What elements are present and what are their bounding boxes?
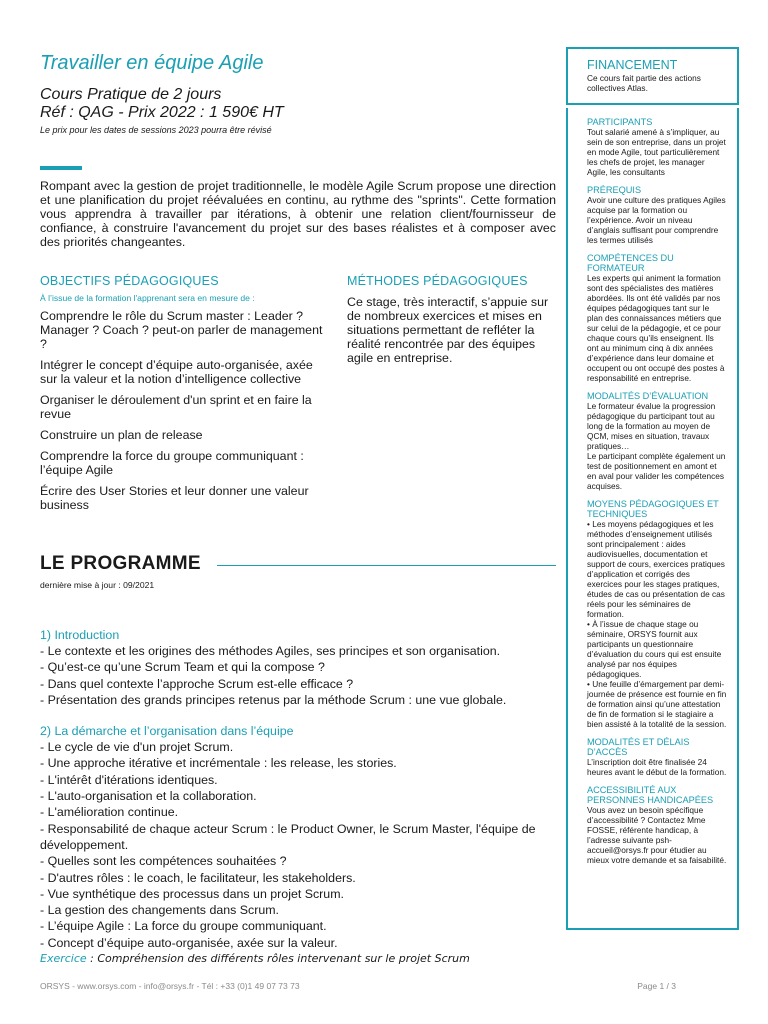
objectives-block xyxy=(40,274,330,519)
info-box xyxy=(566,108,739,930)
programme-part xyxy=(40,627,560,708)
objective-item: Construire un plan de release xyxy=(40,428,203,442)
info-body: Avoir une culture des pratiques Agiles acquise par la formation ou l’expérience. Avoir un niveau d’anglais suffisant pour comprendre les termes utilisés xyxy=(587,195,726,245)
info-heading: ACCESSIBILITÉ AUX PERSONNES HANDICAPÉES xyxy=(587,785,714,805)
info-heading: MODALITÉS ET DÉLAIS D’ACCÈS xyxy=(587,737,690,757)
objective-item: Comprendre la force du groupe communiquant : l’équipe Agile xyxy=(40,449,304,477)
list-item: - D'autres rôles : le coach, le facilitateur, les stakeholders. xyxy=(40,870,356,885)
list-item: - L'intérêt d'itérations identiques. xyxy=(40,772,218,787)
list-item: - L'auto-organisation et la collaboration. xyxy=(40,789,257,804)
page-number: Page 1 / 3 xyxy=(637,981,676,991)
accent-divider xyxy=(40,166,82,170)
list-item: - Vue synthétique des processus dans un projet Scrum. xyxy=(40,886,344,901)
list-item: - Qu’est-ce qu’une Scrum Team et qui la compose ? xyxy=(40,660,325,675)
exercise-label: Exercice xyxy=(40,952,87,966)
objectives-subheading: À l’issue de la formation l'apprenant sera en mesure de : xyxy=(40,293,255,303)
objectives-list xyxy=(40,309,330,512)
info-heading: PRÉREQUIS xyxy=(587,185,642,195)
objective-item: Écrire des User Stories et leur donner une valeur business xyxy=(40,484,309,512)
course-duration: Cours Pratique de 2 jours xyxy=(40,86,222,103)
financing-heading: FINANCEMENT xyxy=(587,58,678,72)
list-item: - Concept d’équipe auto-organisée, axée sur la valeur. xyxy=(40,935,338,950)
info-section-participants xyxy=(587,117,727,177)
info-body: Les experts qui animent la formation sont des spécialistes des matières abordées. Ils ont été validés par nos équipes pédagogiques tant sur le plan des connaissances métiers que sur celui de la pédagogie, et ce pour chaque cours qu’ils enseignent. Ils ont au minimum cinq à dix années d’expérience dans leur domaine et occupent ou ont occupé des postes à responsabilité en entreprise. xyxy=(587,273,725,383)
main-content xyxy=(40,50,560,514)
list-item: - Responsabilité de chaque acteur Scrum : le Product Owner, le Scrum Master, l'équipe de développement. xyxy=(40,821,536,852)
info-section-trainer-skills xyxy=(587,253,727,383)
list-item: - La gestion des changements dans Scrum. xyxy=(40,903,279,918)
info-section-means xyxy=(587,499,727,729)
info-body: L’inscription doit être finalisée 24 heures avant le début de la formation. xyxy=(587,757,727,777)
info-body: Vous avez un besoin spécifique d’accessibilité ? Contactez Mme FOSSE, référente handicap, à l’adresse suivante psh-accueil@orsys.fr pour étudier au mieux votre demande et sa faisabilité. xyxy=(587,805,727,865)
programme-rule xyxy=(217,565,556,566)
info-section-prerequisites xyxy=(587,185,727,245)
footer-contact: ORSYS - www.orsys.com - info@orsys.fr - Tél : +33 (0)1 49 07 73 73 xyxy=(40,981,300,991)
intro-paragraph: Rompant avec la gestion de projet traditionnelle, le modèle Agile Scrum propose une direction et une planification du projet réévaluées en continu, au rythme des "sprints". Cette formation vous apprendra à travailler par itérations, à obtenir une relation client/fournisseur de confiance, à construire l'avancement du projet sur des bases réalistes et à composer avec des priorités changeantes. xyxy=(40,179,556,249)
list-item: - Le contexte et les origines des méthodes Agiles, ses principes et son organisation. xyxy=(40,644,501,658)
list-item: - L’équipe Agile : La force du groupe communiquant. xyxy=(40,919,327,934)
info-heading: PARTICIPANTS xyxy=(587,117,653,127)
objective-item: Intégrer le concept d’équipe auto-organisée, axée sur la valeur et la notion d’intelligence collective xyxy=(40,358,313,386)
price-note: Le prix pour les dates de sessions 2023 pourra être révisé xyxy=(40,125,272,135)
sidebar xyxy=(566,47,739,930)
list-item: - Une approche itérative et incrémentale : les release, les stories. xyxy=(40,756,397,771)
methods-text: Ce stage, très interactif, s’appuie sur de nombreux exercices et mises en situations permettant de refléter la réalité rencontrée par des équipes agile en entreprise. xyxy=(347,295,549,365)
list-item: - Présentation des grands principes retenus par la méthode Scrum : une vue globale. xyxy=(40,692,507,707)
list-item: - Quelles sont les compétences souhaitées ? xyxy=(40,854,287,869)
programme-title: LE PROGRAMME xyxy=(40,553,201,574)
programme-content xyxy=(40,627,560,982)
programme-update-date: dernière mise à jour : 09/2021 xyxy=(40,580,155,590)
course-title: Travailler en équipe Agile xyxy=(40,52,264,74)
exercise-line xyxy=(40,951,560,967)
objectives-methods-section xyxy=(40,274,560,514)
list-item: - Dans quel contexte l’approche Scrum est-elle efficace ? xyxy=(40,676,354,691)
objectives-heading: OBJECTIFS PÉDAGOGIQUES xyxy=(40,274,219,288)
list-item: - L'amélioration continue. xyxy=(40,805,179,820)
info-section-access xyxy=(587,737,727,777)
list-item: - Le cycle de vie d'un projet Scrum. xyxy=(40,740,234,755)
programme-part xyxy=(40,723,560,967)
methods-heading: MÉTHODES PÉDAGOGIQUES xyxy=(347,274,528,288)
info-body: • Les moyens pédagogiques et les méthodes d’enseignement utilisés sont principalement : aides audiovisuelles, documentation et support de cours, exercices pratiques d’application et corrigés des exercices pour les stages pratiques, études de cas ou présentation de cas réels pour les séminaires de formation. • À l’issue de chaque stage ou séminaire, ORSYS fournit aux participants un questionnaire d’évaluation du cours qui est ensuite analysé par nos équipes pédagogiques. • Une feuille d’émargement par demi-journée de présence est fournie en fin de formation ainsi qu’une attestation de fin de formation si le stagiaire a bien assisté à la totalité de la session. xyxy=(587,519,727,729)
programme-header xyxy=(40,553,556,577)
info-body: Le formateur évalue la progression pédagogique du participant tout au long de la formation au moyen de QCM, mises en situation, travaux pratiques… Le participant complète également un test de positionnement en amont et en aval pour valider les compétences acquises. xyxy=(587,401,726,491)
info-section-accessibility xyxy=(587,785,727,865)
info-heading: COMPÉTENCES DU FORMATEUR xyxy=(587,253,674,273)
financing-box xyxy=(566,47,739,105)
course-reference-price: Réf : QAG - Prix 2022 : 1 590€ HT xyxy=(40,104,284,121)
part-title: 2) La démarche et l’organisation dans l’équipe xyxy=(40,724,294,739)
objective-item: Organiser le déroulement d'un sprint et en faire la revue xyxy=(40,393,312,421)
part-items xyxy=(40,739,560,951)
financing-text: Ce cours fait partie des actions collectives Atlas. xyxy=(587,73,701,93)
info-section-evaluation xyxy=(587,391,727,491)
objective-item: Comprendre le rôle du Scrum master : Leader ? Manager ? Coach ? peut-on parler de management ? xyxy=(40,309,323,351)
methods-block xyxy=(347,274,559,365)
info-heading: MODALITÉS D’ÉVALUATION xyxy=(587,391,709,401)
info-heading: MOYENS PÉDAGOGIQUES ET TECHNIQUES xyxy=(587,499,719,519)
exercise-text: : Compréhension des différents rôles intervenant sur le projet Scrum xyxy=(86,952,470,966)
part-items xyxy=(40,643,560,708)
part-title: 1) Introduction xyxy=(40,628,120,642)
info-body: Tout salarié amené à s’impliquer, au sein de son entreprise, dans un projet en mode Agile, tout particulièrement les chefs de projet, les manager Agile, les consultants xyxy=(587,127,726,177)
